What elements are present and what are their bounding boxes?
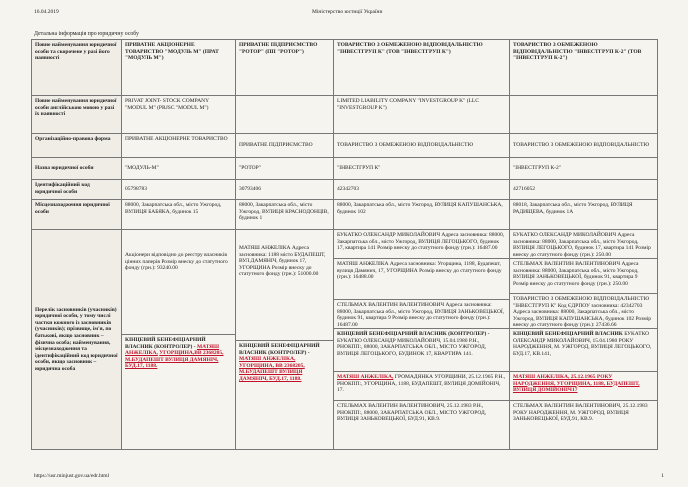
cell-short-2: "РОТОР" (236, 158, 334, 180)
ministry-header: Міністерство юстиції України (312, 9, 383, 15)
cell-address-4: 88018, Закарпатська обл., місто Ужгород, ВУЛИЦЯ РАДИЩЕВА, будинок 1А (510, 200, 658, 230)
cell-name-4: ТОВАРИСТВО З ОБМЕЖЕНОЮ ВІДПОВІДАЛЬНІСТЮ "ІНВЕСТГРУП К-2" (ТОВ "ІНВЕСТГРУП К-2") (510, 40, 658, 96)
founders-text: МАТЯШ АНЖЕЛІКА Адреса засновника: 1188 місто БУДАПЕШТ, ВУЛ.ДАМЯНІЧ, будинок 17, УГОРЩИНА Розмір внеску до статутного фонду (грн.): 51000.00 (236, 230, 333, 341)
beneficiary-details: БУКАТКО ОЛЕКСАНДР МИКОЛАЙОВИЧ, 15.04.1980 Р.Н., РНОКПП:, 88000, ЗАКАРПАТСЬКА ОБЛ., МІСТО УЖГОРОД, ВУЛИЦЯ ЛЕГОЦЬКОГО, БУДИНОК 17, КВАРТИРА 141. (337, 337, 487, 357)
cell-address-1: 88000, Закарпатська обл., місто Ужгород, ВУЛИЦЯ БАБЯКА, будинок 15 (122, 200, 236, 230)
row-label: Організаційно-правова форма (32, 134, 122, 158)
founder-entry: БУКАТКО ОЛЕКСАНДР МИКОЛАЙОВИЧ Адреса засновника: 88000, Закарпатська обл., місто Ужгород, ВУЛИЦЯ ЛЕГОЦЬКОГО, будинок 17, квартира 141 Розмір внеску до статутного фонду (грн.): 250.00 (510, 230, 657, 259)
cell-code-2: 30793406 (236, 180, 334, 200)
cell-code-4: 42716052 (510, 180, 658, 200)
cell-name-2: ПРИВАТНЕ ПІДПРИЄМСТВО "РОТОР" (ПП "РОТОР") (236, 40, 334, 96)
beneficiary-heading: КІНЦЕВИЙ БЕНЕФІЦІАРНИЙ ВЛАСНИК (513, 331, 623, 337)
cell-short-3: "ІНВЕСТГРУП К" (334, 158, 510, 180)
founders-text: Акціонери відповідно до реєстру власників цінних паперів Розмір внеску до статутного фонду (грн.): 93240.00 (122, 230, 235, 335)
cell-address-3: 88000, Закарпатська обл., місто Ужгород, ВУЛИЦЯ КАПУШАНСЬКА, будинок 102 (334, 200, 510, 230)
row-english-name (32, 96, 658, 134)
cell-short-4: "ІНВЕСТГРУП К-2" (510, 158, 658, 180)
registry-table (31, 39, 658, 450)
print-date: 16.04.2019 (34, 9, 59, 15)
cell-founders-3 (334, 230, 510, 450)
beneficiary-details: УГОРЩИНА, ВВ 2368205, М.БУДАПЕШТ ВУЛИЦЯ ДАМЯНІЧ, БУД.17, 1188. (239, 362, 305, 382)
cell-short-1: "МОДУЛЬ-М" (122, 158, 236, 180)
row-label: Назва юридичної особи (32, 158, 122, 180)
row-label: Повне найменування юридичної особи та скорочене у разі його наявності (32, 40, 122, 96)
beneficiary-details: БУКАТКО ОЛЕКСАНДР МИКОЛАЙОВИЧ, 15.04.1980 РОКУ НАРОДЖЕННЯ, М. УЖГОРОД, ВУЛИЦЯ ЛЕГОЦЬКОГО, БУД.17, КВ.141, (513, 331, 652, 357)
cell-form-4: ТОВАРИСТВО З ОБМЕЖЕНОЮ ВІДПОВІДАЛЬНІСТЮ (510, 134, 658, 158)
beneficiary-block (510, 372, 657, 401)
beneficiary-name: МАТЯШ АНЖЕЛІКА, (125, 343, 220, 357)
row-label: Перелік засновників (учасників) юридичної особи, у тому числі частки кожного із засновників (учасників); прізвище, ім'я, по батькові, якщо засновник – фізична особа; найменування, місцезнаходження та ідентифікаційний код юридичної особи, якщо засновник – юридична особа (32, 230, 122, 450)
cell-code-3: 42342703 (334, 180, 510, 200)
beneficiary-block (334, 329, 509, 372)
founder-entry: СТЕЛЬМАХ ВАЛЕНТИН ВАЛЕНТИНОВИЧ Адреса засновника: 88000, Закарпатська обл., місто Ужгород, ВУЛИЦЯ ЗАНЬКОВЕЦЬКОЇ, будинок 91, квартира 9 Розмір внеску до статутного фонду (грн.): 16487.00 (334, 300, 509, 329)
cell-form-3: ТОВАРИСТВО З ОБМЕЖЕНОЮ ВІДПОВІДАЛЬНІСТЮ (334, 134, 510, 158)
beneficiary-block (122, 335, 235, 372)
founder-entry: ТОВАРИСТВО З ОБМЕЖЕНОЮ ВІДПОВІДАЛЬНІСТЮ "ІНВЕСТГРУП К" Код ЄДРПОУ засновника: 42342703 Адреса засновника: 88000, Закарпатська обл., місто Ужгород, ВУЛИЦЯ КАПУШАНСЬКА, будинок 102 Розмір внеску до статутного фонду (грн.): 27436.66 (510, 294, 657, 329)
row-id-code (32, 180, 658, 200)
row-label: Ідентифікаційний код юридичної особи (32, 180, 122, 200)
row-label: Місцезнаходження юридичної особи (32, 200, 122, 230)
row-address (32, 200, 658, 230)
cell-name-en-4 (510, 96, 658, 134)
page-subtitle: Детальна інформація про юридичну особу (34, 31, 139, 37)
cell-name-en-3: LIMITED LIABILITY COMPANY "INVESTGROUP K" (LLC "INVESTGROUP K") (334, 96, 510, 134)
cell-form-2: ПРИВАТНЕ ПІДПРИЄМСТВО (236, 134, 334, 158)
row-legal-form (32, 134, 658, 158)
row-full-name (32, 40, 658, 96)
founder-entry: БУКАТКО ОЛЕКСАНДР МИКОЛАЙОВИЧ Адреса засновника: 88000, Закарпатська обл., місто Ужгород, ВУЛИЦЯ ЛЕГОЦЬКОГО, будинок 17, квартира 141 Розмір внеску до статутного фонду (грн.): 16487.00 (334, 230, 509, 259)
beneficiary-details: УГОРЩИНА,ВВ 2368205, М.БУДАПЕШТ ВУЛИЦЯ ДАМЯНІЧ, БУД.17, 1188. (125, 350, 224, 370)
row-founders (32, 230, 658, 450)
cell-code-1: 05798783 (122, 180, 236, 200)
row-short-name (32, 158, 658, 180)
beneficiary-block: СТЕЛЬМАХ ВАЛЕНТИН ВАЛЕНТИНОВИЧ, 25.12.1983 РОКУ НАРОДЖЕННЯ, М. УЖГОРОД, ВУЛИЦЯ ЗАНЬКОВЕЦЬКОЇ, БУД.91, КВ.9. (513, 403, 648, 423)
cell-name-1: ПРИВАТНЕ АКЦІОНЕРНЕ ТОВАРИСТВО "МОДУЛЬ М" (ПРАТ "МОДУЛЬ М") (122, 40, 236, 96)
cell-founders-2 (236, 230, 334, 450)
beneficiary-block (334, 372, 509, 401)
founder-entry: МАТЯШ АНЖЕЛІКА Адреса засновника: Угорщина, 1188, Будапешт, вулиця Дамянич, 17, УГОРЩИНА Розмір внеску до статутного фонду (грн.): 16488.00 (334, 259, 509, 300)
cell-founders-4 (510, 230, 658, 450)
founder-entry: СТЕЛЬМАХ ВАЛЕНТИН ВАЛЕНТИНОВИЧ Адреса засновника: 88000, Закарпатська обл., місто Ужгород, ВУЛИЦЯ ЗАНЬКОВЕЦЬКОЇ, будинок 91, квартира 9 Розмір внеску до статутного фонду (грн.): 250.00 (510, 259, 657, 294)
cell-name-en-2 (236, 96, 334, 134)
beneficiary-name: МАТЯШ АНЖЕЛІКА, (337, 374, 394, 380)
cell-form-1: ПРИВАТНЕ АКЦІОНЕРНЕ ТОВАРИСТВО (122, 134, 236, 158)
cell-founders-1 (122, 230, 236, 450)
beneficiary-block: СТЕЛЬМАХ ВАЛЕНТИН ВАЛЕНТИНОВИЧ, 25.12.1983 Р.Н., РНОКПП:, 88000, ЗАКАРПАТСЬКА ОБЛ., МІСТО УЖГОРОД, ВУЛИЦЯ ЗАНЬКОВЕЦЬКОЇ, БУД.91, КВ.9. (337, 403, 487, 423)
cell-address-2: 88000, Закарпатська обл., місто Ужгород, ВУЛИЦЯ КРАСНОДОНЦІВ, будинок 1 (236, 200, 334, 230)
row-label: Повне найменування юридичної особи англійською мовою у разі їх наявності (32, 96, 122, 134)
footer-url: https://usr.minjust.gov.ua/edr.html (34, 473, 110, 479)
beneficiary-block (510, 329, 657, 372)
page-number: 1 (661, 473, 664, 479)
beneficiary-heading: КІНЦЕВИЙ БЕНЕФІЦІАРНИЙ ВЛАСНИК (КОНТРОЛЕР) - (239, 343, 320, 356)
cell-name-en-1: PRIVAT JOINT- STOCK COMPANY "MODUL M" (PRJSC "MODUL M") (122, 96, 236, 134)
beneficiary-heading: КІНЦЕВИЙ БЕНЕФІЦІАРНИЙ ВЛАСНИК (КОНТРОЛЕР) - (337, 331, 490, 337)
beneficiary-name: МАТЯШ АНЖЕЛІКА, (239, 356, 296, 363)
beneficiary-details: ГРОМАДЯНКА УГОРЩИНИ, 25.12.1965 Р.Н., РНОКПП:, УГОРЩИНА, 1188, БУДАПЕШТ, ВУЛИЦЯ ДОМІЙОНІЧ, 17. (337, 374, 506, 394)
cell-name-3: ТОВАРИСТВО З ОБМЕЖЕНОЮ ВІДПОВІДАЛЬНІСТЮ "ІНВЕСТГРУП К" (ТОВ "ІНВЕСТГРУП К") (334, 40, 510, 96)
beneficiary-heading: КІНЦЕВИЙ БЕНЕФІЦІАРНИЙ ВЛАСНИК (КОНТРОЛЕР) - (125, 337, 206, 350)
beneficiary-name: МАТЯШ АНЖЕЛІКА, 25.12.1965 РОКУ НАРОДЖЕННЯ, УГОРЩИНА, 1188, БУДАПЕШТ, ВУЛИЦЯ ДОМІЙОНІЧ17 (513, 374, 640, 394)
beneficiary-block (236, 341, 333, 385)
